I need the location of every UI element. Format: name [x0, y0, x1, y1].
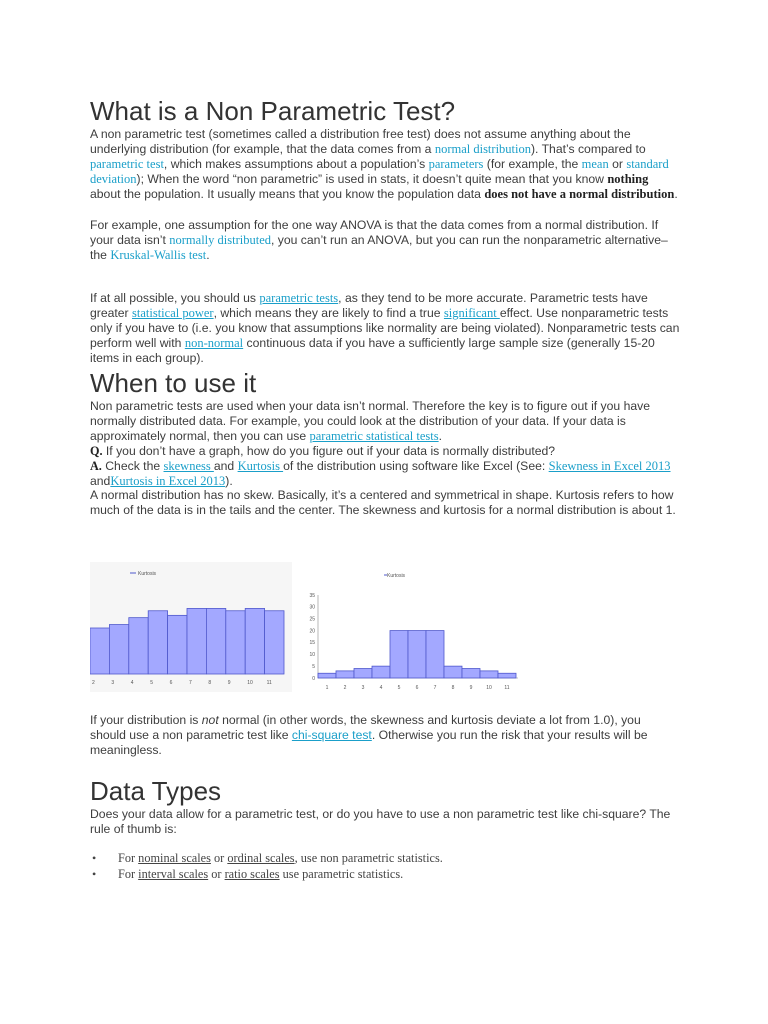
bar: [390, 631, 408, 678]
text: or: [208, 866, 225, 881]
link-skewness[interactable]: skewness: [163, 459, 214, 473]
data-types-paragraph: [90, 807, 680, 837]
heading-when-to-use: When to use it: [90, 368, 257, 398]
legend-label: Kurtosis: [138, 571, 157, 577]
intro-paragraph: [90, 127, 680, 202]
tick-label: 11: [266, 680, 272, 686]
x-tick-label: 6: [415, 685, 419, 691]
tick-label: 5: [150, 680, 153, 686]
text: and: [90, 474, 111, 488]
kurtosis-chart-right: [298, 562, 522, 692]
q-label: Q.: [90, 444, 103, 458]
text: about the population. It usually means that you know the population data: [90, 187, 485, 201]
text: .: [674, 187, 678, 201]
text: Check the: [101, 459, 164, 473]
normal-dist-paragraph: [90, 488, 680, 518]
text: .: [438, 429, 443, 443]
bar: [480, 671, 498, 678]
link-parametric-tests[interactable]: parametric tests: [259, 291, 339, 305]
bar: [245, 608, 264, 674]
x-tick-label: 1: [325, 685, 329, 691]
bar: [354, 669, 372, 678]
text: , use non parametric statistics.: [294, 851, 443, 865]
x-tick-label: 8: [451, 685, 455, 691]
bar: [336, 671, 354, 678]
x-tick-label: 4: [379, 685, 383, 691]
x-tick-label: 9: [469, 685, 473, 691]
text: .: [206, 248, 210, 262]
bar: [318, 673, 336, 678]
x-tick-label: 10: [486, 685, 492, 691]
tick-label: 3: [111, 680, 115, 686]
text: of the distribution using software like Excel (See:: [283, 459, 549, 473]
text: . Otherwise you run the risk that your results will be meaningless.: [90, 728, 648, 757]
bar: [408, 631, 426, 678]
text: , which means they are likely to find a true: [213, 306, 444, 320]
x-tick-label: 2: [343, 685, 347, 691]
tick-label: 8: [208, 680, 212, 686]
tick-label: 9: [227, 680, 231, 686]
bar: [187, 608, 206, 674]
text: and: [213, 459, 238, 473]
y-tick-label: 0: [312, 675, 315, 682]
bar: [426, 631, 444, 678]
text: , which makes assumptions about a population’s: [163, 157, 429, 171]
text: For example, one assumption for the one way ANOVA is that the data comes from a normal distribution. If your data isn’t: [90, 218, 659, 247]
y-tick-label: 35: [309, 592, 315, 599]
link-parametric-test[interactable]: parametric test: [90, 157, 164, 171]
tick-label: 2: [92, 680, 95, 686]
power-paragraph: [90, 291, 680, 366]
text: For: [118, 866, 139, 881]
text: or: [608, 157, 627, 171]
link-kurtosis[interactable]: Kurtosis: [237, 459, 284, 473]
link-interval-scales[interactable]: interval scales: [138, 866, 209, 881]
bar: [148, 611, 167, 674]
a-label: A.: [90, 459, 102, 473]
text: or: [210, 851, 228, 865]
bar: [109, 625, 128, 674]
link-normally-distributed[interactable]: normally distributed: [169, 233, 271, 247]
bar: [498, 673, 516, 678]
y-tick-label: 25: [309, 616, 315, 623]
text: continuous data if you have a sufficiently large sample size (generally 15-20 items in each group).: [90, 336, 655, 365]
heading-what-is: What is a Non Parametric Test?: [90, 96, 456, 126]
tick-label: 4: [130, 680, 134, 686]
tick-label: 6: [169, 680, 173, 686]
list-item: [90, 851, 443, 867]
bar: [226, 611, 245, 674]
text: ).: [225, 474, 233, 488]
bar: [444, 666, 462, 678]
link-statistical-power[interactable]: statistical power: [132, 306, 214, 320]
text: (for example, the: [483, 157, 582, 171]
y-tick-label: 20: [309, 628, 315, 635]
tick-label: 10: [247, 680, 253, 686]
bold-nothing: nothing: [607, 172, 649, 186]
tick-label: 7: [189, 680, 192, 686]
text: If at all possible, you should us: [90, 291, 260, 305]
text: If your distribution is: [90, 713, 202, 727]
answer-paragraph: [90, 459, 680, 489]
link-significant[interactable]: significant: [443, 306, 500, 320]
link-kruskal-wallis[interactable]: Kruskal-Wallis test: [110, 248, 207, 262]
link-parametric-statistical-tests[interactable]: parametric statistical tests: [309, 429, 439, 443]
link-standard-deviation[interactable]: standard deviation: [90, 157, 669, 186]
legend-label: Kurtosis: [387, 573, 406, 579]
kurtosis-chart-left: [90, 562, 292, 692]
bar: [90, 628, 109, 674]
x-tick-label: 5: [397, 685, 401, 691]
text: normal (in other words, the skewness and kurtosis deviate a lot from 1.0), you should use a non parametric test like: [90, 713, 641, 742]
link-chi-square[interactable]: chi-square test: [291, 728, 372, 742]
y-tick-label: 15: [309, 640, 315, 647]
link-normal-distribution[interactable]: normal distribution: [434, 142, 531, 156]
link-nominal-scales[interactable]: nominal scales: [138, 851, 211, 865]
text: effect. Use nonparametric tests only if you have to (i.e. you know that assumptions like normality are being violated). Nonparametric tests can perform well with: [90, 306, 680, 350]
list-item: [90, 867, 443, 883]
scale-list: [90, 851, 443, 882]
bold-not-normal: does not have a normal distribution: [484, 187, 675, 201]
bar: [129, 618, 148, 674]
text: use parametric statistics.: [279, 866, 404, 881]
link-kurtosis-excel[interactable]: Kurtosis in Excel 2013: [110, 474, 226, 488]
y-tick-label: 10: [309, 652, 315, 659]
text: ); When the word “non parametric” is used in stats, it doesn’t quite mean that you know: [136, 172, 608, 186]
bar: [265, 611, 284, 674]
text: Does your data allow for a parametric test, or do you have to use a non parametric test like chi-square? The rule of thumb is:: [90, 807, 671, 836]
text: A normal distribution has no skew. Basically, it’s a centered and symmetrical in shape. Kurtosis refers to how much of the data is in the tails and the center. The skewness and kurtosis for a normal distribution is about 1.: [90, 488, 676, 517]
text: , you can’t run an ANOVA, but you can run the nonparametric alternative–the: [90, 233, 668, 262]
bar: [206, 608, 225, 674]
y-tick-label: 30: [309, 604, 315, 611]
link-ratio-scales[interactable]: ratio scales: [224, 866, 280, 881]
question-paragraph: [90, 444, 680, 459]
anova-paragraph: [90, 218, 680, 263]
text: ). That’s compared to: [531, 142, 646, 156]
link-skewness-excel[interactable]: Skewness in Excel 2013: [548, 459, 671, 473]
bar: [462, 669, 480, 678]
italic-not: not: [201, 713, 219, 727]
text: If you don’t have a graph, how do you figure out if your data is normally distributed?: [102, 444, 556, 458]
link-parameters[interactable]: parameters: [428, 157, 484, 171]
heading-data-types: Data Types: [90, 776, 222, 806]
not-normal-paragraph: [90, 713, 680, 758]
link-non-normal[interactable]: non-normal: [184, 336, 244, 350]
y-tick-label: 5: [312, 663, 315, 670]
bar: [372, 666, 390, 678]
bar: [168, 615, 187, 674]
text: For: [118, 851, 139, 865]
text: Non parametric tests are used when your data isn’t normal. Therefore the key is to figure out if you have normally distributed data. For example, you could look at the distribution of your data. If your data is approximately normal, then you can use: [90, 399, 651, 443]
x-tick-label: 11: [504, 685, 510, 691]
x-tick-label: 7: [433, 685, 437, 691]
x-tick-label: 3: [361, 685, 365, 691]
text: , as they tend to be more accurate. Parametric tests have greater: [90, 291, 648, 320]
when-paragraph: [90, 399, 680, 444]
link-ordinal-scales[interactable]: ordinal scales: [227, 851, 295, 865]
link-mean[interactable]: mean: [581, 157, 609, 171]
text: A non parametric test (sometimes called a distribution free test) does not assume anything about the underlying distribution (for example, that the data comes from a: [90, 127, 631, 156]
